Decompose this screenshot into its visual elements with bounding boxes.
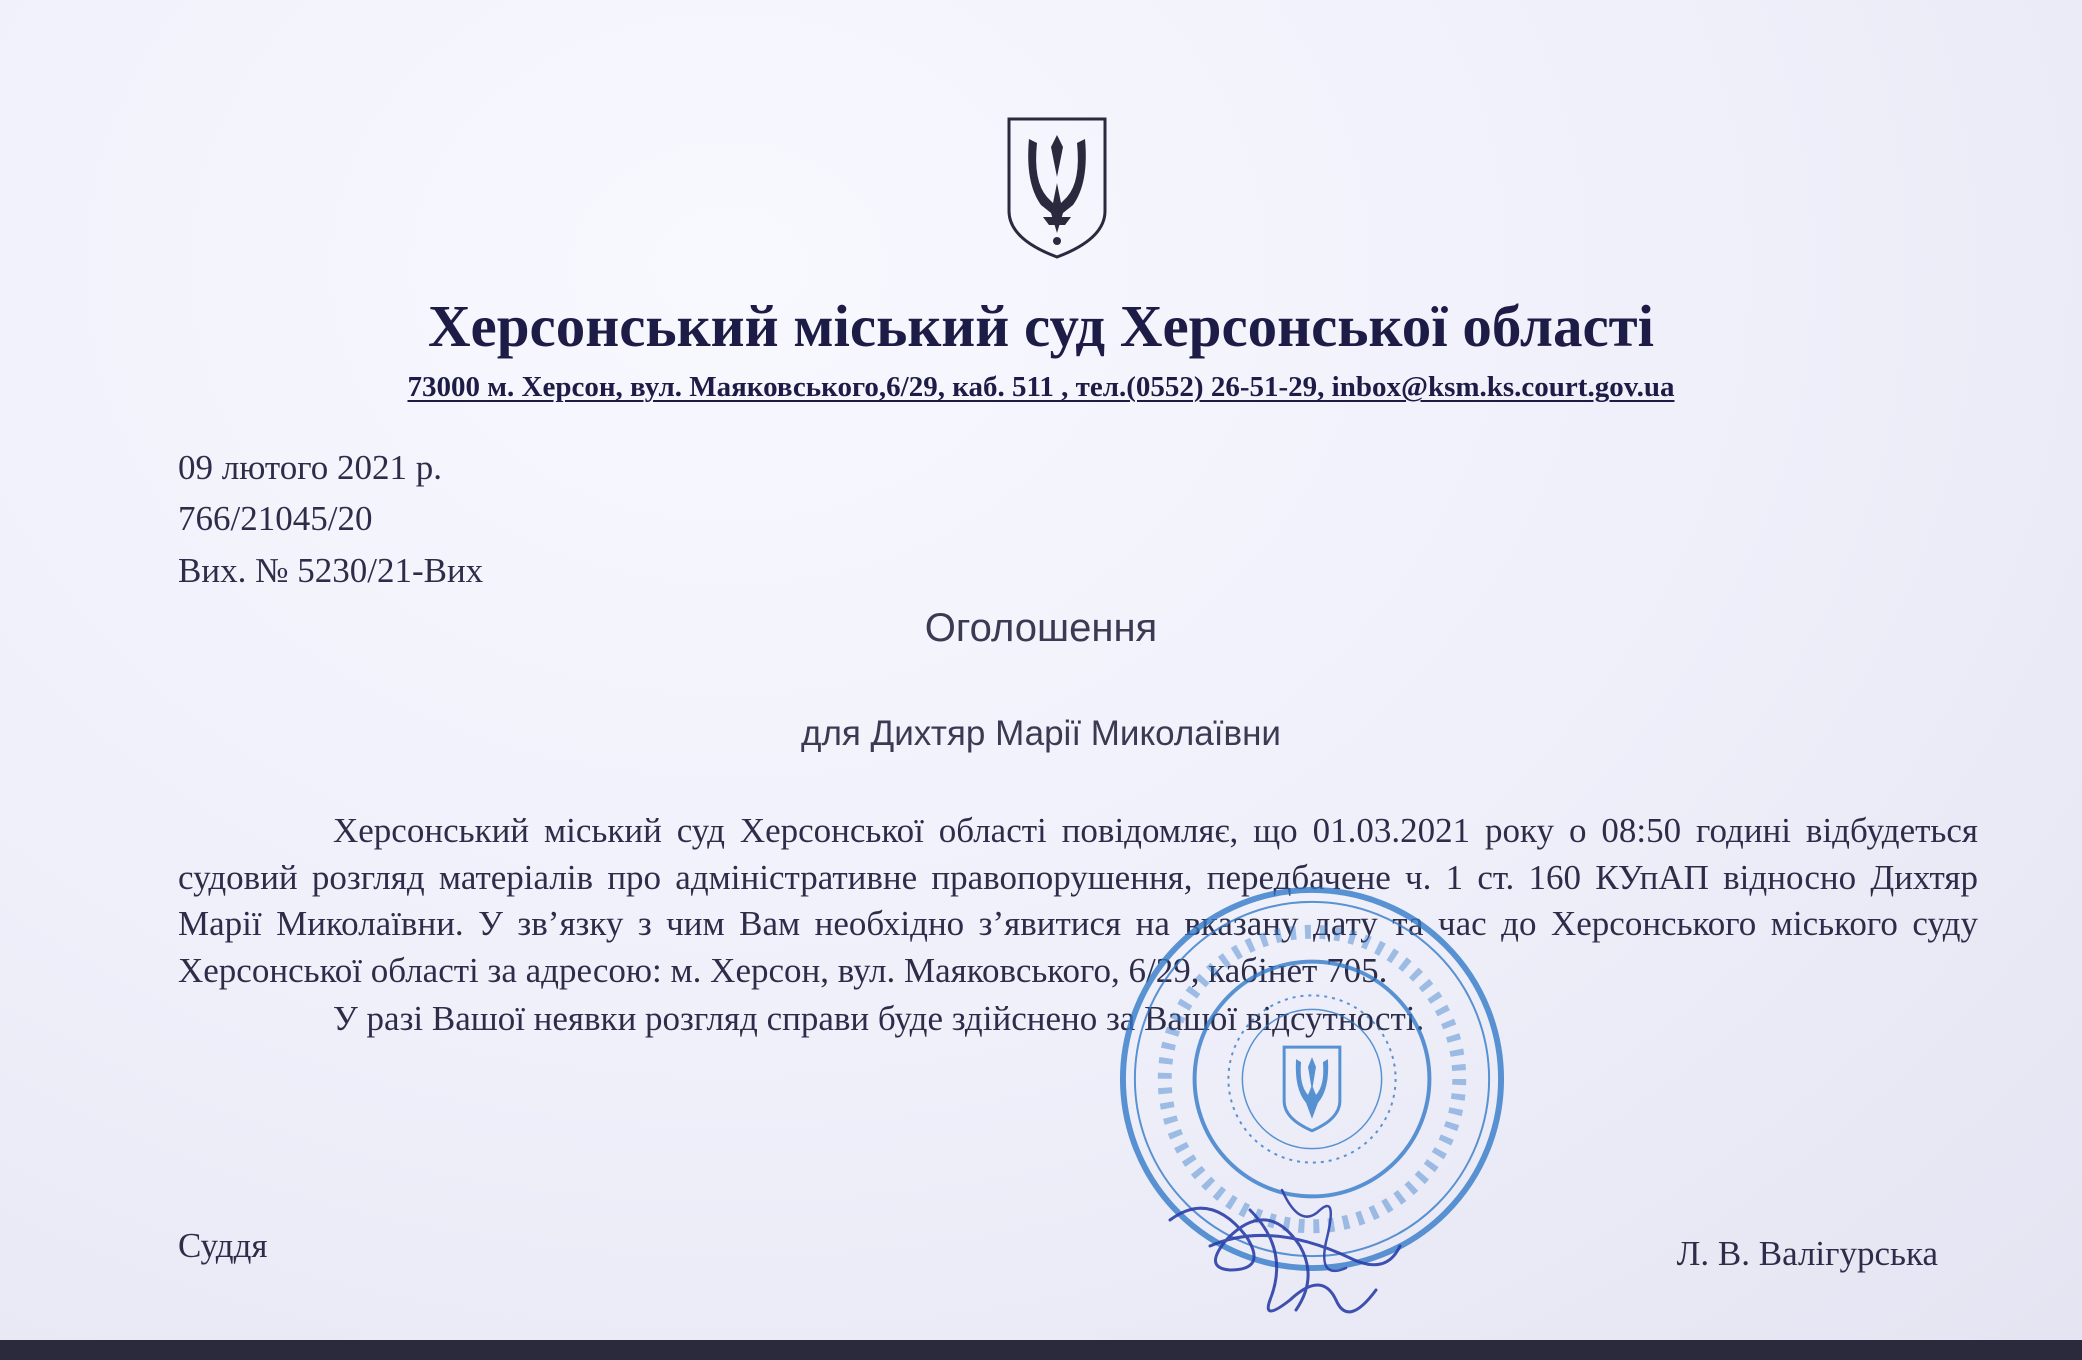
- notice-paragraph: Херсонський міський суд Херсонської області повідомляє, що 01.03.2021 року о 08:50 годині відбудеться судовий розгляд матеріалів про адміністративне правопорушення, передбачене ч. 1 ст. 160 КУпАП відносно Дихтяр Марії Миколаївни. У зв’язку з чим Вам необхідно з’явитися на вказану дату та час до Херсонського міського суду Херсонської області за адресою: м. Херсон, вул. Маяковського, 6/29, кабінет 705.: [178, 811, 1978, 990]
- judge-signature: [1150, 1150, 1410, 1335]
- absence-warning-paragraph: У разі Вашої неявки розгляд справи буде здійснено за Вашої відсутності.: [333, 999, 1425, 1038]
- judge-name: Л. В. Валігурська: [1676, 1234, 1938, 1273]
- case-number: 766/21045/20: [178, 499, 373, 538]
- announcement-body: [178, 808, 1978, 1043]
- outgoing-number: Вих. № 5230/21-Вих: [178, 551, 484, 590]
- trident-coat-of-arms-icon: [1003, 113, 1111, 261]
- court-name-heading: Херсонський міський суд Херсонської області: [427, 293, 1655, 359]
- announcement-title: Оголошення: [924, 606, 1158, 650]
- document-date: 09 лютого 2021 р.: [178, 448, 442, 487]
- background-edge: [0, 1340, 2082, 1360]
- court-address-line: 73000 м. Херсон, вул. Маяковського,6/29, каб. 511 , тел.(0552) 26-51-29, inbox@ksm.ks.court.gov.ua: [407, 371, 1675, 403]
- signature-role-label: Суддя: [178, 1226, 268, 1265]
- announcement-recipient: для Дихтяр Марії Миколаївни: [801, 714, 1281, 753]
